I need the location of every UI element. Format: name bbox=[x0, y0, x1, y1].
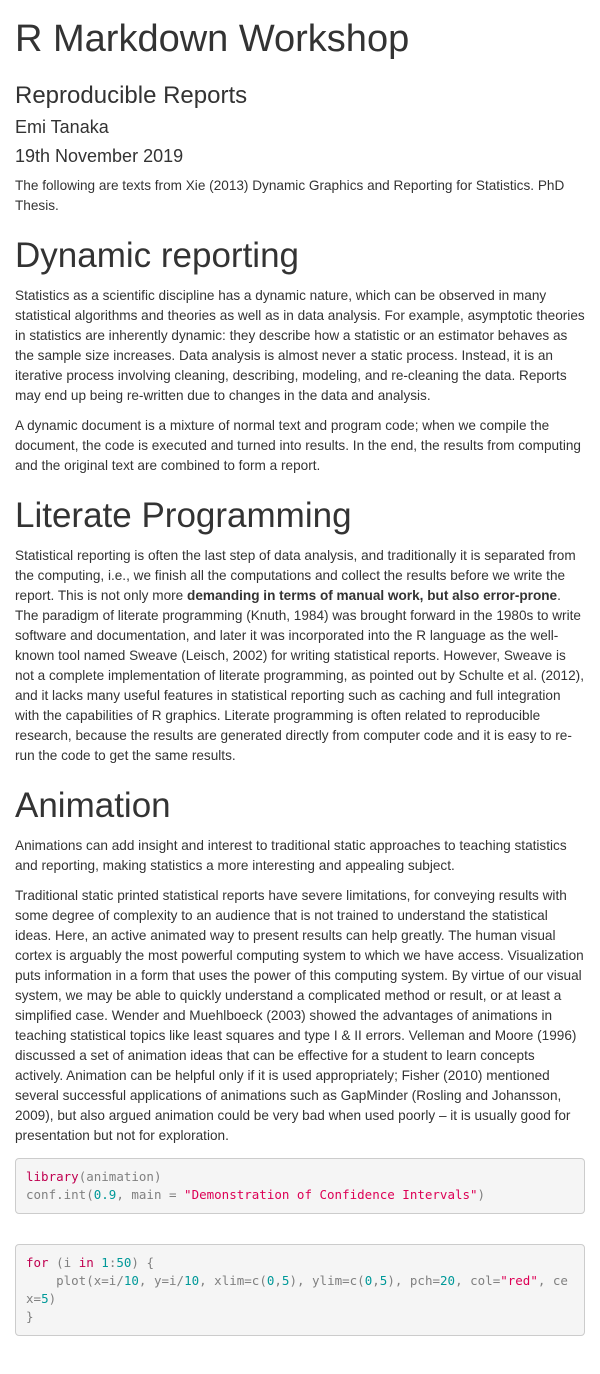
code-block-2[interactable] bbox=[15, 1244, 585, 1336]
code-token: ) bbox=[477, 1187, 486, 1202]
code-token: 5 bbox=[281, 1273, 290, 1288]
code-token: (i bbox=[48, 1255, 79, 1270]
code-token: ), ylim=c( bbox=[289, 1273, 365, 1288]
document bbox=[0, 18, 600, 1336]
code-token: ) { bbox=[131, 1255, 154, 1270]
code-token: 20 bbox=[440, 1273, 456, 1288]
literate-text-start: Statistical reporting is often the last step of data analysis, and traditionally it is separated from the computing, i.e., we finish all the computations and collect the results before we write the report. This is not only more bbox=[15, 548, 576, 603]
code-token: : bbox=[108, 1255, 117, 1270]
animation-paragraph-1: Animations can add insight and interest to traditional static approaches to teaching statistics and reporting, making statistics a more interesting and appealing subject. bbox=[15, 838, 567, 873]
section-heading-literate-programming: Literate Programming bbox=[15, 496, 352, 535]
code-token: , y=i/ bbox=[138, 1273, 185, 1288]
code-token: "Demonstration of Confidence Intervals" bbox=[184, 1187, 478, 1202]
literate-paragraph-1 bbox=[15, 546, 585, 766]
literate-bold-text: demanding in terms of manual work, but also error-prone bbox=[187, 588, 558, 603]
code-token: 1 bbox=[101, 1255, 109, 1270]
code-token: library bbox=[26, 1169, 79, 1184]
code-token: 10 bbox=[184, 1273, 200, 1288]
code-token: , col= bbox=[455, 1273, 501, 1288]
dynamic-paragraph-2: A dynamic document is a mixture of normal text and program code; when we compile the document, the code is executed and turned into results. In the end, the results from computing and the original text are combined to form a report. bbox=[15, 418, 581, 473]
animation-paragraph-2: Traditional static printed statistical reports have severe limitations, for conveying results with some degree of complexity to an audience that is not trained to understand the statistical ideas. Here, an active animated way to present results can help greatly. The human visual cortex is arguably the most powerful computing system to which we have access. Visualization puts information in a form that uses the power of this computing system. By virtue of our visual system, we may be able to quickly understand a complicated method or result, or at least a simplified case. Wender and Muehlboeck (2003) showed the advantages of animations in teaching statistical topics like least squares and type I & II errors. Velleman and Moore (1996) discussed a set of animation ideas that can be effective for a student to learn concepts actively. Animation can be helpful only if it is used appropriately; Fisher (2010) mentioned several successful applications of animations such as GapMinder (Rosling and Johansson, 2009), but also argued animation could be very bad when used poorly – it is usually good for presentation but not for exploration. bbox=[15, 888, 584, 1143]
code-token: 5 bbox=[41, 1291, 49, 1306]
code-token: conf.int( bbox=[26, 1187, 94, 1202]
code-token: 50 bbox=[116, 1255, 132, 1270]
code-token: 0.9 bbox=[93, 1187, 117, 1202]
section-heading-dynamic-reporting: Dynamic reporting bbox=[15, 236, 299, 275]
intro-paragraph: The following are texts from Xie (2013) Dynamic Graphics and Reporting for Statistics. PhD Thesis. bbox=[15, 178, 565, 213]
code-token: for bbox=[26, 1255, 49, 1270]
code-token: 10 bbox=[123, 1273, 139, 1288]
code-token: , cex= bbox=[26, 1273, 568, 1306]
code-token: "red" bbox=[500, 1273, 538, 1288]
author: Emi Tanaka bbox=[15, 117, 109, 137]
code-token: 5 bbox=[379, 1273, 388, 1288]
code-token: in bbox=[78, 1255, 94, 1270]
code-token: , bbox=[274, 1273, 282, 1288]
code-token: ), pch= bbox=[387, 1273, 440, 1288]
code-token: , main = bbox=[116, 1187, 185, 1202]
code-token: 0 bbox=[364, 1273, 373, 1288]
page-title: R Markdown Workshop bbox=[15, 18, 410, 60]
date: 19th November 2019 bbox=[15, 146, 184, 166]
dynamic-paragraph-1: Statistics as a scientific discipline has a dynamic nature, which can be observed in many statistical algorithms and theories as well as in data analysis. For example, asymptotic theories in statistics are inherently dynamic: they describe how a statistic or an estimator behaves as the sample size increases. Data analysis is almost never a static process. Instead, it is an iterative process involving cleaning, describing, modeling, and re-cleaning the data. Reports may end up being re-written due to changes in the data and analysis. bbox=[15, 288, 585, 403]
code-token: ) bbox=[48, 1291, 57, 1306]
spacer bbox=[15, 1214, 585, 1244]
code-token: } bbox=[26, 1309, 34, 1324]
code-block-1[interactable] bbox=[15, 1158, 585, 1214]
code-token: (animation) bbox=[78, 1169, 162, 1184]
code-token: , bbox=[372, 1273, 380, 1288]
page-subtitle: Reproducible Reports bbox=[15, 82, 248, 109]
code-token: , xlim=c( bbox=[199, 1273, 267, 1288]
code-token: 0 bbox=[266, 1273, 275, 1288]
section-heading-animation: Animation bbox=[15, 786, 171, 825]
code-token: plot(x=i/ bbox=[26, 1273, 124, 1288]
literate-text-end: . The paradigm of literate programming (Knuth, 1984) was brought forward in the 1980s to write software and documentation, and later it was incorporated into the R language as the well-known tool named Sweave (Leisch, 2002) for writing statistical reports. However, Sweave is not a complete implementation of literate programming, as pointed out by Schulte et al. (2012), and it lacks many useful features in statistical reporting such as caching and full integration with the capabilities of R graphics. Literate programming is often related to reproducible research, because the results are generated directly from computer code and it is easy to re-run the code to get the same results. bbox=[15, 588, 584, 763]
